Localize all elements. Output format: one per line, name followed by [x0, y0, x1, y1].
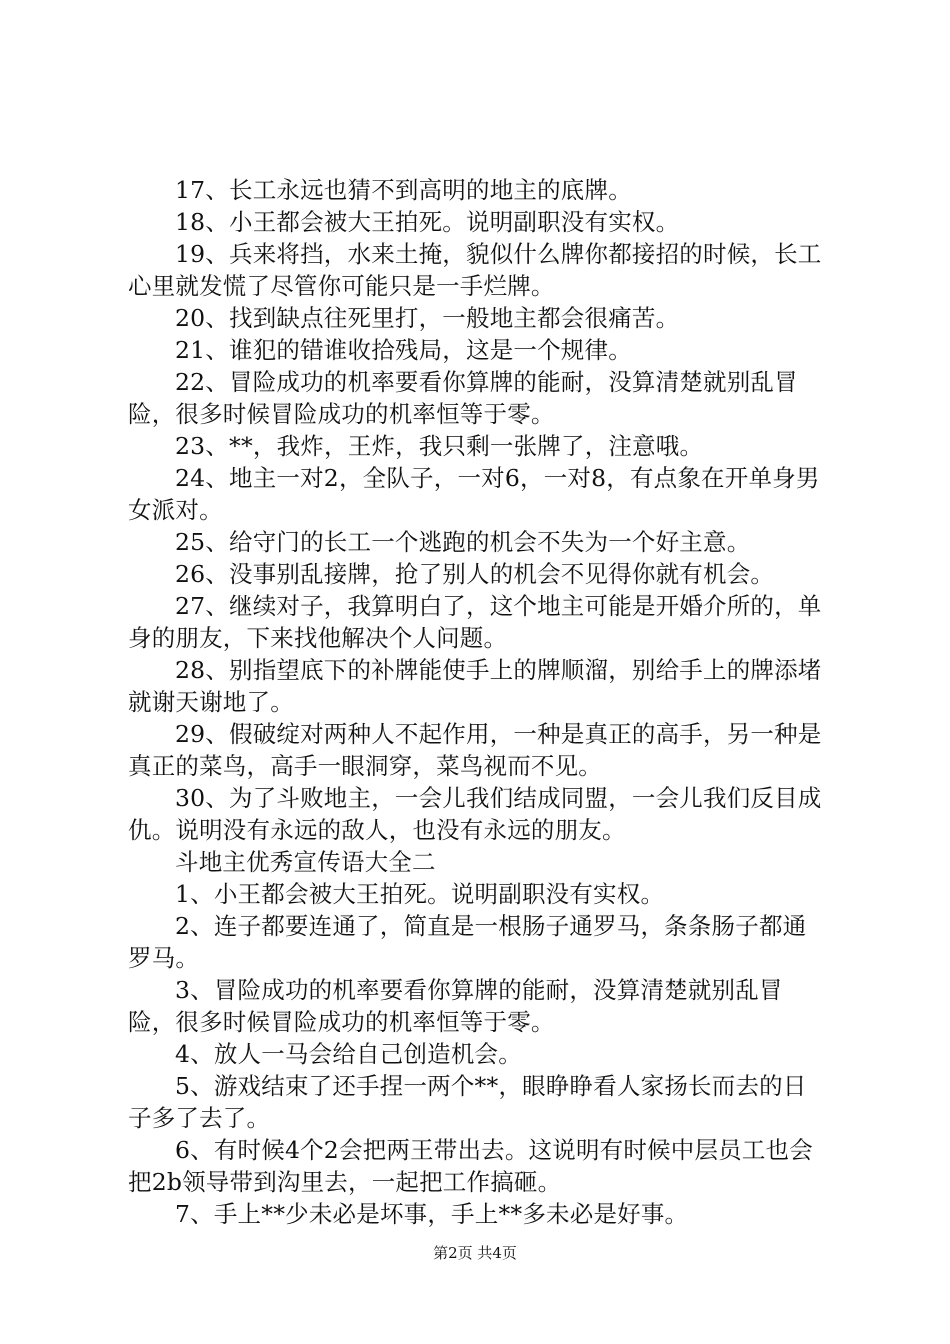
paragraph-26: 26、没事别乱接牌，抢了别人的机会不见得你就有机会。 — [175, 560, 775, 588]
paragraph-2-3: 3、冒险成功的机率要看你算牌的能耐，没算清楚就别乱冒险，很多时候冒险成功的机率恒等于零。 — [128, 976, 783, 1036]
page-number-footer: 第2页 共4页 — [433, 1244, 517, 1262]
paragraph-2-7: 7、手上**少未必是坏事，手上**多未必是好事。 — [175, 1200, 689, 1228]
paragraph-2-5: 5、游戏结束了还手捏一两个**，眼睁睁看人家扬长而去的日子多了去了。 — [128, 1072, 807, 1132]
paragraph-2-6: 6、有时候4个2会把两王带出去。这说明有时候中层员工也会把2b领导带到沟里去，一起把工作搞砸。 — [128, 1136, 813, 1196]
paragraph-30: 30、为了斗败地主，一会儿我们结成同盟，一会儿我们反目成仇。说明没有永远的敌人，也没有永远的朋友。 — [128, 784, 822, 844]
paragraph-2-4: 4、放人一马会给自己创造机会。 — [175, 1040, 522, 1068]
paragraph-21: 21、谁犯的错谁收拾残局，这是一个规律。 — [175, 336, 632, 364]
paragraph-25: 25、给守门的长工一个逃跑的机会不失为一个好主意。 — [175, 528, 751, 556]
paragraph-19: 19、兵来将挡，水来土掩，貌似什么牌你都接招的时候，长工心里就发慌了尽管你可能只是一手烂牌。 — [128, 240, 822, 300]
paragraph-28: 28、别指望底下的补牌能使手上的牌顺溜，别给手上的牌添堵就谢天谢地了。 — [128, 656, 822, 716]
paragraph-24: 24、地主一对2，全队子，一对6，一对8，有点象在开单身男女派对。 — [128, 464, 820, 524]
paragraph-20: 20、找到缺点往死里打，一般地主都会很痛苦。 — [175, 304, 680, 332]
paragraph-23: 23、**，我炸，王炸，我只剩一张牌了，注意哦。 — [175, 432, 704, 460]
paragraph-29: 29、假破绽对两种人不起作用，一种是真正的高手，另一种是真正的菜鸟，高手一眼洞穿，菜鸟视而不见。 — [128, 720, 822, 780]
paragraph-22: 22、冒险成功的机率要看你算牌的能耐，没算清楚就别乱冒险，很多时候冒险成功的机率恒等于零。 — [128, 368, 798, 428]
document-body — [128, 174, 830, 1230]
paragraph-18: 18、小王都会被大王拍死。说明副职没有实权。 — [175, 208, 680, 236]
paragraph-2-1: 1、小王都会被大王拍死。说明副职没有实权。 — [175, 880, 665, 908]
section-heading: 斗地主优秀宣传语大全二 — [175, 848, 436, 876]
paragraph-17: 17、长工永远也猜不到高明的地主的底牌。 — [175, 176, 632, 204]
paragraph-2-2: 2、连子都要连通了，简直是一根肠子通罗马，条条肠子都通罗马。 — [128, 912, 807, 972]
paragraph-27: 27、继续对子，我算明白了，这个地主可能是开婚介所的，单身的朋友，下来找他解决个人问题。 — [128, 592, 822, 652]
